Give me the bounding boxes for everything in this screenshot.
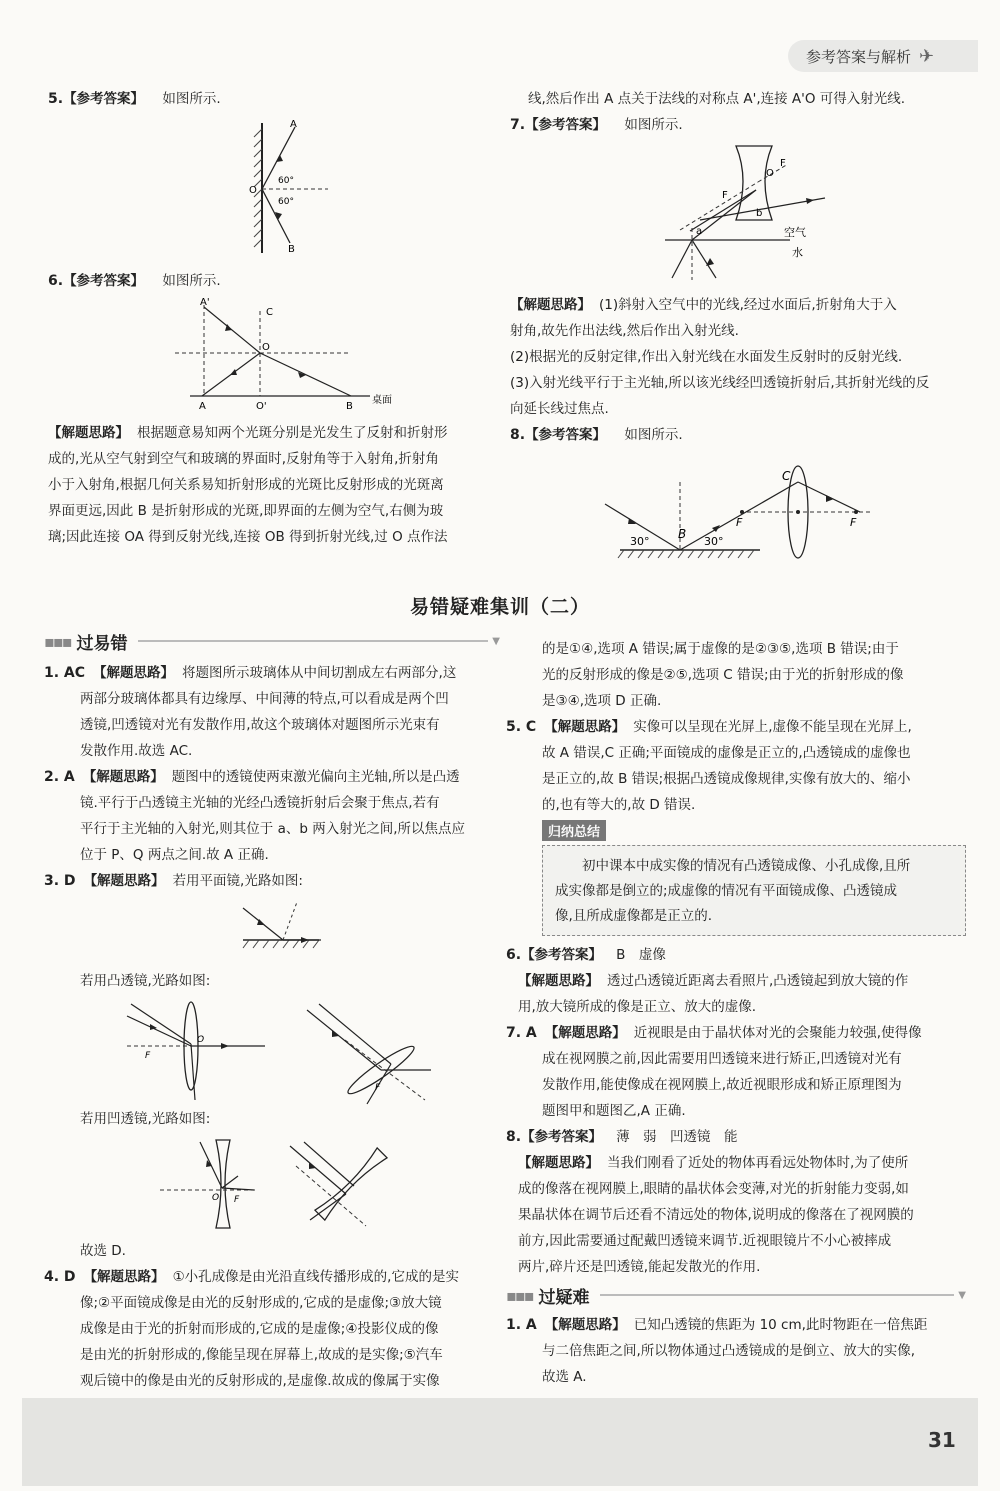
band2-label: 过疑难 bbox=[538, 1287, 590, 1308]
fig6-label-b: B bbox=[346, 401, 353, 412]
q8b-line: 成的像落在视网膜上,眼睛的晶状体会变薄,对光的折射能力变弱,如 bbox=[518, 1181, 909, 1197]
q8-tag: 【参考答案】 bbox=[525, 427, 607, 443]
summary-line: 像,且所成虚像都是正立的. bbox=[555, 908, 713, 924]
figure-3-convex-lens bbox=[125, 1000, 445, 1110]
q3-convex-label: 若用凸透镜,光路如图: bbox=[80, 973, 211, 989]
q7b-tag: 【解题思路】 bbox=[544, 1025, 626, 1041]
fig7-label-b: b bbox=[756, 208, 763, 219]
figure-7-lens-water bbox=[660, 140, 840, 285]
figure-3-plane-mirror bbox=[235, 898, 335, 962]
q5b-line: 的,也有等大的,故 D 错误. bbox=[542, 797, 696, 813]
band-label: 过易错 bbox=[76, 633, 128, 654]
d1-line: 已知凸透镜的焦距为 10 cm,此时物距在一倍焦距 bbox=[633, 1317, 928, 1333]
q7-analysis-tag: 【解题思路】 bbox=[510, 297, 591, 313]
q8b-tag: 【参考答案】 bbox=[521, 1129, 603, 1145]
q7-line bbox=[510, 112, 966, 138]
q3-text: 若用平面镜,光路如图: bbox=[172, 873, 303, 889]
q2-line: 平行于主光轴的入射光,则其位于 a、b 两入射光之间,所以焦点应 bbox=[80, 821, 466, 837]
q7-analysis bbox=[510, 292, 966, 448]
q7-text: 如图所示. bbox=[624, 117, 683, 133]
figure-6-refraction bbox=[170, 295, 400, 415]
q7b-number: 7. A bbox=[506, 1025, 537, 1041]
fig6-label-a-prime: A' bbox=[200, 297, 210, 308]
fig8-label-f-left: F bbox=[736, 516, 743, 529]
page-number: 31 bbox=[928, 1428, 956, 1452]
summary-line: 初中课本中成实像的情况有凸透镜成像、小孔成像,且所 bbox=[582, 858, 911, 874]
q6-analysis-line: 璃;因此连接 OA 得到反射光线,连接 OB 得到折射光线,过 O 点作法 bbox=[48, 529, 448, 545]
q8-number: 8. bbox=[510, 427, 526, 443]
q4-line: ①小孔成像是由光沿直线传播形成的,它成的是实 bbox=[172, 1269, 459, 1285]
q7-analysis-line: (1)斜射入空气中的光线,经过水面后,折射角大于入 bbox=[599, 297, 897, 313]
band-guo-yi-cuo bbox=[44, 628, 500, 654]
summary-section bbox=[542, 820, 966, 936]
q6b-line: 用,放大镜所成的像是正立、放大的虚像. bbox=[518, 999, 757, 1015]
q7b-line: 题图甲和题图乙,A 正确. bbox=[542, 1103, 686, 1119]
q6-analysis-line: 成的,光从空气射到空气和玻璃的界面时,反射角等于入射角,折射角 bbox=[48, 451, 439, 467]
footer-band bbox=[22, 1398, 978, 1486]
q4-line: 是由光的折射形成的,像能呈现在屏幕上,故成的是实像;⑤汽车 bbox=[80, 1347, 443, 1363]
q5-text: 如图所示. bbox=[162, 91, 221, 107]
q4-number: 4. D bbox=[44, 1269, 76, 1285]
left-top-column bbox=[48, 86, 500, 112]
band-dots-icon: ▪▪▪ bbox=[44, 631, 71, 651]
q4-cont-line: 的是①④,选项 A 错误;属于虚像的是②③⑤,选项 B 错误;由于 bbox=[542, 641, 899, 657]
q2-number: 2. A bbox=[44, 769, 75, 785]
d1-line: 故选 A. bbox=[542, 1369, 587, 1385]
q6b-number: 6. bbox=[506, 947, 522, 963]
fig7-label-water: 水 bbox=[792, 246, 803, 259]
header-tag bbox=[788, 40, 978, 72]
q6-analysis-line: 界面更远,因此 B 是折射形成的光斑,即界面的左侧为空气,右侧为玻 bbox=[48, 503, 444, 519]
q2-line: 位于 P、Q 两点之间.故 A 正确. bbox=[80, 847, 269, 863]
fig7-label-f-left: F bbox=[722, 190, 728, 201]
band2-dots-icon: ▪▪▪ bbox=[506, 1285, 533, 1305]
q6-analysis-line: 根据题意易知两个光斑分别是光发生了反射和折射形 bbox=[137, 425, 448, 441]
q6b-analysis-tag: 【解题思路】 bbox=[518, 973, 599, 989]
q7b-line: 近视眼是由于晶状体对光的会聚能力较强,使得像 bbox=[633, 1025, 922, 1041]
q6-continuation: 线,然后作出 A 点关于法线的对称点 A',连接 A'O 可得入射光线. bbox=[528, 91, 906, 107]
fig5-label-o: O bbox=[249, 185, 257, 196]
triangle-down-icon: ▼ bbox=[958, 1289, 966, 1301]
summary-line: 成实像都是倒立的;成虚像的情况有平面镜成像、凸透镜成 bbox=[555, 883, 898, 899]
fig8-angle-left: 30° bbox=[630, 535, 650, 548]
rocket-icon: ✈ bbox=[919, 45, 935, 67]
fig8-label-f-right: F bbox=[850, 516, 857, 529]
q1-line: 透镜,凹透镜对光有发散作用,故这个玻璃体对题图所示光束有 bbox=[80, 717, 440, 733]
q7-analysis-line: 射角,故先作出法线,然后作出入射光线. bbox=[510, 323, 739, 339]
fig5-label-a: A bbox=[290, 119, 297, 130]
q5-tag: 【参考答案】 bbox=[63, 91, 145, 107]
q2-line: 题图中的透镜使两束激光偏向主光轴,所以是凸透 bbox=[171, 769, 460, 785]
fig3-convex-label-f2: F bbox=[375, 1083, 381, 1093]
q6b-line: 透过凸透镜近距离去看照片,凸透镜起到放大镜的作 bbox=[607, 973, 909, 989]
figure-5-mirror-reflection bbox=[240, 115, 340, 260]
left-bottom-column bbox=[44, 628, 500, 894]
fig6-label-surface: 桌面 bbox=[372, 395, 392, 406]
q1-line: 将题图所示玻璃体从中间切割成左右两部分,这 bbox=[182, 665, 457, 681]
band-guo-yi-nan bbox=[506, 1282, 966, 1308]
q8-line bbox=[510, 422, 966, 448]
q2-tag: 【解题思路】 bbox=[82, 769, 164, 785]
q8-text: 如图所示. bbox=[624, 427, 683, 443]
q7b-line: 成在视网膜之前,因此需要用凹透镜来进行矫正,凹透镜对光有 bbox=[542, 1051, 902, 1067]
fig6-label-o-prime: O' bbox=[256, 401, 267, 412]
q8b-line: 当我们刚看了近处的物体再看远处物体时,为了使所 bbox=[607, 1155, 909, 1171]
q6-text: 如图所示. bbox=[162, 273, 221, 289]
q3-tag: 【解题思路】 bbox=[83, 873, 165, 889]
fig7-label-o: O bbox=[766, 168, 774, 179]
q6-block bbox=[48, 268, 500, 294]
q5-line bbox=[48, 86, 500, 112]
right-top-column bbox=[510, 86, 966, 138]
q5b-line: 是正立的,故 B 错误;根据凸透镜成像规律,实像有放大的、缩小 bbox=[542, 771, 911, 787]
q3-concave-text bbox=[80, 1106, 480, 1132]
q2-line: 镜.平行于凸透镜主光轴的光经凸透镜折射后会聚于焦点,若有 bbox=[80, 795, 440, 811]
band-rule bbox=[138, 640, 489, 642]
fig7-label-air: 空气 bbox=[784, 226, 806, 239]
fig8-label-b: B bbox=[678, 527, 687, 541]
d1-line: 与二倍焦距之间,所以物体通过凸透镜成的是倒立、放大的实像, bbox=[542, 1343, 916, 1359]
q5b-number: 5. C bbox=[506, 719, 537, 735]
d1-tag: 【解题思路】 bbox=[544, 1317, 626, 1333]
fig5-angle-top: 60° bbox=[278, 176, 294, 186]
q8b-analysis-tag: 【解题思路】 bbox=[518, 1155, 599, 1171]
fig3-convex-label-o: O bbox=[197, 1035, 205, 1045]
q1-number: 1. AC bbox=[44, 665, 86, 681]
q5b-tag: 【解题思路】 bbox=[544, 719, 626, 735]
q7-number: 7. bbox=[510, 117, 526, 133]
fig5-angle-bottom: 60° bbox=[278, 197, 294, 207]
q7-tag: 【参考答案】 bbox=[525, 117, 607, 133]
fig7-label-f-right: F bbox=[780, 158, 786, 169]
fig6-label-c: C bbox=[266, 307, 273, 318]
q5b-line: 实像可以呈现在光屏上,虚像不能呈现在光屏上, bbox=[633, 719, 912, 735]
q6-analysis-line: 小于入射角,根据几何关系易知折射形成的光斑比反射形成的光斑离 bbox=[48, 477, 444, 493]
q4-cont-line: 是③④,选项 D 正确. bbox=[542, 693, 662, 709]
q4-line: 成像是由于光的折射而形成的,它成的是虚像;④投影仪成的像 bbox=[80, 1321, 439, 1337]
fig5-label-b: B bbox=[288, 244, 295, 255]
header-title: 参考答案与解析 bbox=[806, 47, 912, 66]
q8b-line: 两片,碎片还是凹透镜,能起发散光的作用. bbox=[518, 1259, 761, 1275]
q7b-line: 发散作用,能使像成在视网膜上,故近视眼形成和矫正原理图为 bbox=[542, 1077, 902, 1093]
left-bottom-q4 bbox=[44, 1238, 500, 1394]
q8b-line: 果晶状体在调节后还看不清远处的物体,说明成的像落在了视网膜的 bbox=[518, 1207, 914, 1223]
fig8-label-c: C bbox=[782, 469, 791, 483]
q6-analysis bbox=[48, 420, 500, 550]
q8b-line: 前方,因此需要通过配戴凹透镜来调节.近视眼镜片不小心被摔成 bbox=[518, 1233, 892, 1249]
q6b-tag: 【参考答案】 bbox=[521, 947, 603, 963]
d1-number: 1. A bbox=[506, 1317, 537, 1333]
q5b-line: 故 A 错误,C 正确;平面镜成的虚像是正立的,凸透镜成的虚像也 bbox=[542, 745, 911, 761]
q4-line: 观后镜中的像是由光的反射形成的,是虚像.故成的像属于实像 bbox=[80, 1373, 440, 1389]
triangle-down-icon: ▼ bbox=[492, 635, 500, 647]
summary-box bbox=[542, 845, 966, 936]
q7-analysis-line: 向延长线过焦点. bbox=[510, 401, 609, 417]
fig3-convex-label-f: F bbox=[145, 1051, 151, 1061]
q4-line: 像;②平面镜成像是由光的反射形成的,它成的是虚像;③放大镜 bbox=[80, 1295, 442, 1311]
q6-number: 6. bbox=[48, 273, 64, 289]
fig3-concave-label-f: F bbox=[234, 1195, 240, 1205]
right-bottom-column bbox=[506, 636, 966, 1390]
q7-analysis-line: (2)根据光的反射定律,作出入射光线在水面发生反射时的反射光线. bbox=[510, 349, 903, 365]
q3-concave-label: 若用凹透镜,光路如图: bbox=[80, 1111, 211, 1127]
section-title: 易错疑难集训（二） bbox=[409, 596, 590, 618]
q5-number: 5. bbox=[48, 91, 64, 107]
summary-label: 归纳总结 bbox=[542, 820, 606, 841]
q8b-answer: 薄 弱 凹透镜 能 bbox=[616, 1129, 738, 1145]
q6-line bbox=[48, 268, 500, 294]
q4-tag: 【解题思路】 bbox=[83, 1269, 165, 1285]
figure-8-convex-lens bbox=[600, 462, 880, 574]
fig6-label-a: A bbox=[199, 401, 206, 412]
q6-analysis-tag: 【解题思路】 bbox=[48, 425, 129, 441]
fig3-concave-label-o: O bbox=[212, 1193, 220, 1203]
q3-number: 3. D bbox=[44, 873, 76, 889]
q3-conclusion: 故选 D. bbox=[80, 1243, 126, 1259]
q1-tag: 【解题思路】 bbox=[93, 665, 175, 681]
fig8-angle-right: 30° bbox=[704, 535, 724, 548]
figure-3-concave-lens bbox=[158, 1136, 388, 1236]
q8b-number: 8. bbox=[506, 1129, 522, 1145]
fig7-label-a: a bbox=[696, 226, 703, 237]
q1-line: 发散作用.故选 AC. bbox=[80, 743, 193, 759]
q6b-answer: B 虚像 bbox=[616, 947, 666, 963]
q7-analysis-line: (3)入射光线平行于主光轴,所以该光线经凹透镜折射后,其折射光线的反 bbox=[510, 375, 930, 391]
q3-convex-text bbox=[80, 968, 480, 994]
band2-rule bbox=[600, 1294, 955, 1296]
q4-cont-line: 光的反射形成的像是②⑤,选项 C 错误;由于光的折射形成的像 bbox=[542, 667, 904, 683]
q1-line: 两部分玻璃体都具有边缘厚、中间薄的特点,可以看成是两个凹 bbox=[80, 691, 449, 707]
fig6-label-o: O bbox=[262, 342, 270, 353]
q6-tag: 【参考答案】 bbox=[63, 273, 145, 289]
